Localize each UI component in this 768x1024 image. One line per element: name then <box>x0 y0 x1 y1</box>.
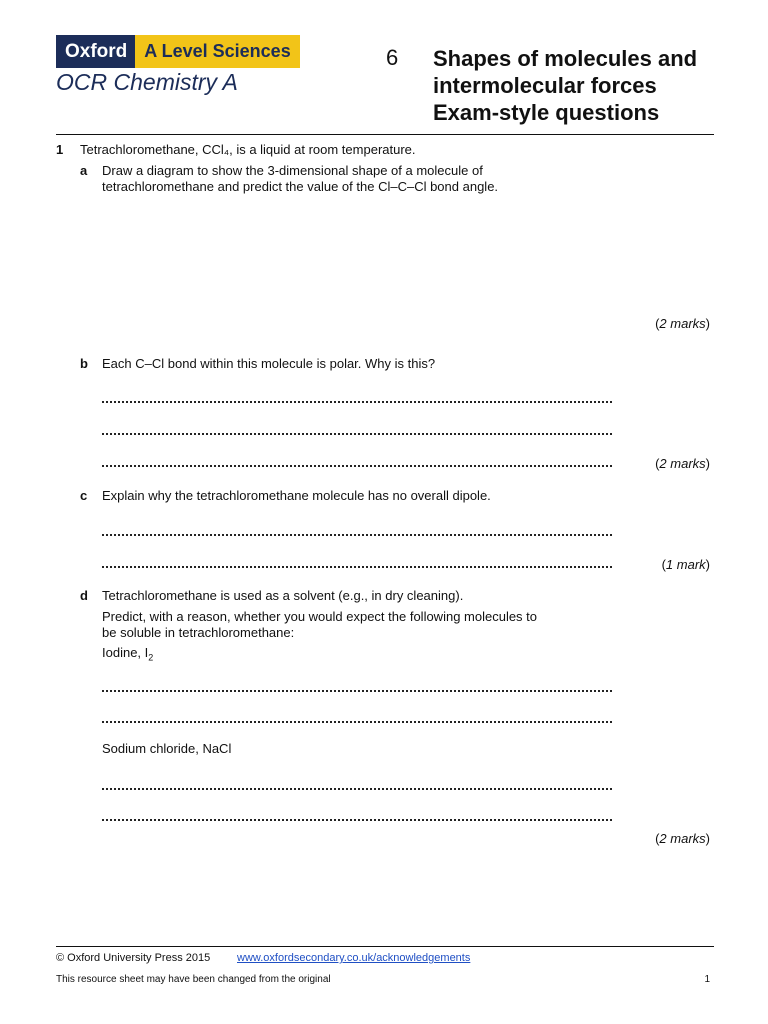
part-b-marks: (2 marks) <box>655 456 710 471</box>
publisher-logo <box>56 35 300 68</box>
part-a-line2: tetrachloromethane and predict the value of the Cl–C–Cl bond angle. <box>102 179 499 194</box>
part-d-marks: (2 marks) <box>655 831 710 846</box>
part-d-line2: Predict, with a reason, whether you would expect the following molecules to <box>102 609 538 624</box>
part-a-line1: Draw a diagram to show the 3-dimensional shape of a molecule of <box>102 163 483 178</box>
answer-line[interactable] <box>102 721 612 723</box>
question-number: 1 <box>56 142 64 157</box>
chapter-title-line3: Exam-style questions <box>433 100 660 125</box>
footer-divider <box>56 946 714 947</box>
part-b-label: b <box>80 356 88 371</box>
header-divider <box>56 134 714 135</box>
part-b-marks-value: 2 marks <box>659 456 706 471</box>
part-a-marks: (2 marks) <box>655 316 710 331</box>
chapter-title-line1: Shapes of molecules and <box>433 46 698 71</box>
page-number: 1 <box>704 974 710 985</box>
chapter-number: 6 <box>386 45 399 70</box>
part-c-text: Explain why the tetrachloromethane molecule has no overall dipole. <box>102 488 491 503</box>
answer-line[interactable] <box>102 534 612 536</box>
part-c-marks-value: 1 mark <box>665 557 706 572</box>
iodine-label <box>102 645 153 666</box>
answer-line[interactable] <box>102 690 612 692</box>
sodium-chloride-label: Sodium chloride, NaCl <box>102 741 232 756</box>
copyright: © Oxford University Press 2015 <box>56 952 211 964</box>
logo-oxford-text: Oxford <box>56 35 135 68</box>
part-d-text <box>102 609 537 641</box>
part-c-label: c <box>80 488 88 503</box>
answer-line[interactable] <box>102 566 612 568</box>
answer-line[interactable] <box>102 819 612 821</box>
logo-series-text: A Level Sciences <box>135 35 299 68</box>
acknowledgements-link[interactable]: www.oxfordsecondary.co.uk/acknowledgements <box>237 952 471 964</box>
answer-line[interactable] <box>102 401 612 403</box>
change-notice: This resource sheet may have been changed from the original <box>56 974 331 985</box>
question-stem: Tetrachloromethane, CCl₄, is a liquid at room temperature. <box>80 142 416 157</box>
chapter-title-line2: intermolecular forces <box>433 73 657 98</box>
part-b-text: Each C–Cl bond within this molecule is polar. Why is this? <box>102 356 436 371</box>
answer-line[interactable] <box>102 788 612 790</box>
part-d-line1: Tetrachloromethane is used as a solvent (e.g., in dry cleaning). <box>102 588 464 603</box>
answer-line[interactable] <box>102 433 612 435</box>
chapter-title <box>433 45 697 126</box>
part-a-marks-value: 2 marks <box>659 316 706 331</box>
part-c-marks: (1 mark) <box>661 557 710 572</box>
answer-line[interactable] <box>102 465 612 467</box>
part-d-line3: be soluble in tetrachloromethane: <box>102 625 295 640</box>
part-a-text <box>102 163 498 195</box>
part-d-label: d <box>80 588 88 603</box>
iodine-subscript: 2 <box>148 652 154 663</box>
part-a-label: a <box>80 163 88 178</box>
part-d-marks-value: 2 marks <box>659 831 706 846</box>
course-title: OCR Chemistry A <box>56 69 238 95</box>
iodine-label-text: Iodine, I <box>102 645 149 660</box>
